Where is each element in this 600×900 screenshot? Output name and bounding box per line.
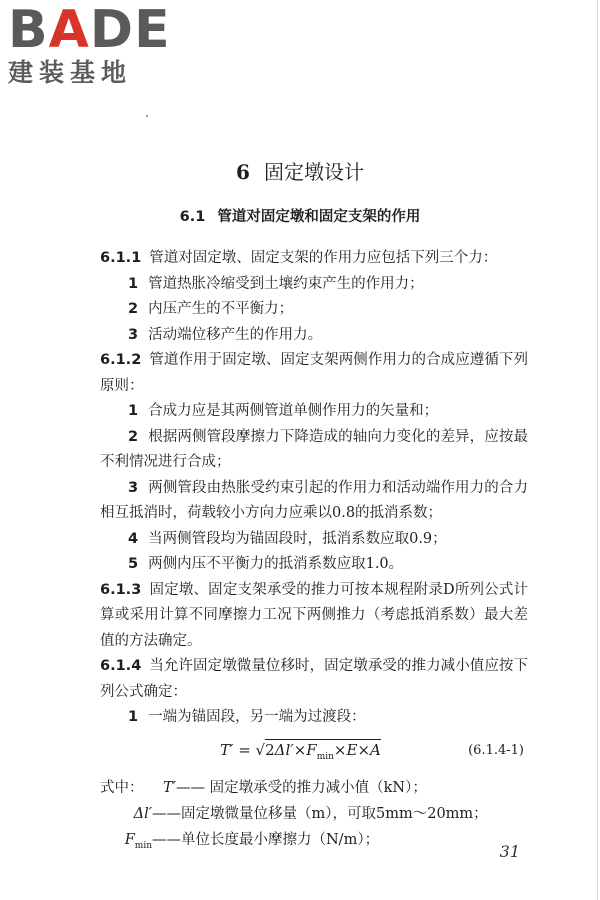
chapter-heading [0, 158, 600, 186]
clause-text: 管道作用于固定墩、固定支架两侧作用力的合成应遵循下列原则： [100, 352, 528, 394]
scan-speck [146, 115, 148, 117]
definition-row [0, 775, 528, 801]
equation-number: (6.1.4-1) [468, 742, 524, 758]
clause-6-1-1 [100, 246, 528, 272]
list-item: 4 当两侧管段均为锚固段时，抵消系数应取0.9； [128, 530, 447, 547]
list-item: 1 合成力应是其两侧管道单侧作用力的矢量和； [128, 403, 439, 419]
clause-number: 6.1.2 [100, 352, 142, 368]
clause-number: 6.1.4 [100, 658, 142, 674]
definition-text: ——固定墩微量位移量（m），可取5mm～20mm； [152, 805, 488, 822]
section-heading [0, 206, 600, 228]
list-item: 3 活动端位移产生的作用力。 [128, 326, 323, 343]
list-item: 5 两侧内压不平衡力的抵消系数应取1.0。 [128, 556, 404, 572]
definition-text: —— 固定墩承受的推力减小值（kN）； [176, 779, 427, 796]
section-number: 6.1 [179, 209, 206, 225]
section-title: 管道对固定墩和固定支架的作用 [217, 209, 421, 225]
list-item: 2 根据两侧管段摩擦力下降造成的轴向力变化的差异，应按最不利情况进行合成； [100, 428, 528, 470]
clause-text: 当允许固定墩微量位移时，固定墩承受的推力减小值应按下列公式确定： [100, 658, 528, 700]
definitions-lead: 式中： [100, 779, 144, 796]
definition-row [100, 801, 528, 827]
symbol: Δl′ [133, 805, 152, 822]
definition-row [100, 827, 528, 859]
list-item: 1 一端为锚固段，另一端为过渡段： [128, 709, 366, 725]
symbol: T′ [163, 779, 176, 796]
formula-expression: $T' = √2\Delta l'\times F_{min}\times E\times A$ [220, 740, 381, 762]
logo-wordmark: BADE [8, 0, 171, 60]
clause-text: 管道对固定墩、固定支架的作用力应包括下列三个力： [149, 250, 498, 266]
chapter-number: 6 [236, 160, 250, 184]
list-item: 1 管道热胀冷缩受到土壤约束产生的作用力； [128, 275, 424, 292]
clause-6-1-2 [100, 348, 528, 399]
symbol: $F_{min}$ [124, 831, 152, 851]
formula-6-1-4-1 [100, 735, 528, 773]
clause-text: 固定墩、固定支架承受的推力可按本规程附录D所列公式计算或采用计算不同摩擦力工况下两侧推力（考虑抵消系数）最大差值的方法确定。 [100, 581, 528, 649]
list-item: 2 内压产生的不平衡力； [128, 301, 294, 317]
definition-text: ——单位长度最小摩擦力（N/m）； [152, 831, 380, 848]
clause-number: 6.1.1 [100, 250, 142, 266]
clause-6-1-4 [100, 654, 528, 705]
document-body [100, 246, 528, 858]
clause-6-1-3 [100, 578, 528, 655]
page-number: 31 [499, 842, 520, 861]
bade-logo [8, 2, 171, 88]
logo-subtitle: 建装基地 [8, 58, 133, 87]
list-item: 3 两侧管段由热胀受约束引起的作用力和活动端作用力的合力相互抵消时，荷载较小方向力应乘以0.8的抵消系数； [100, 479, 528, 521]
clause-number: 6.1.3 [100, 581, 142, 598]
scan-edge-line [597, 0, 598, 900]
chapter-title: 固定墩设计 [263, 160, 364, 184]
